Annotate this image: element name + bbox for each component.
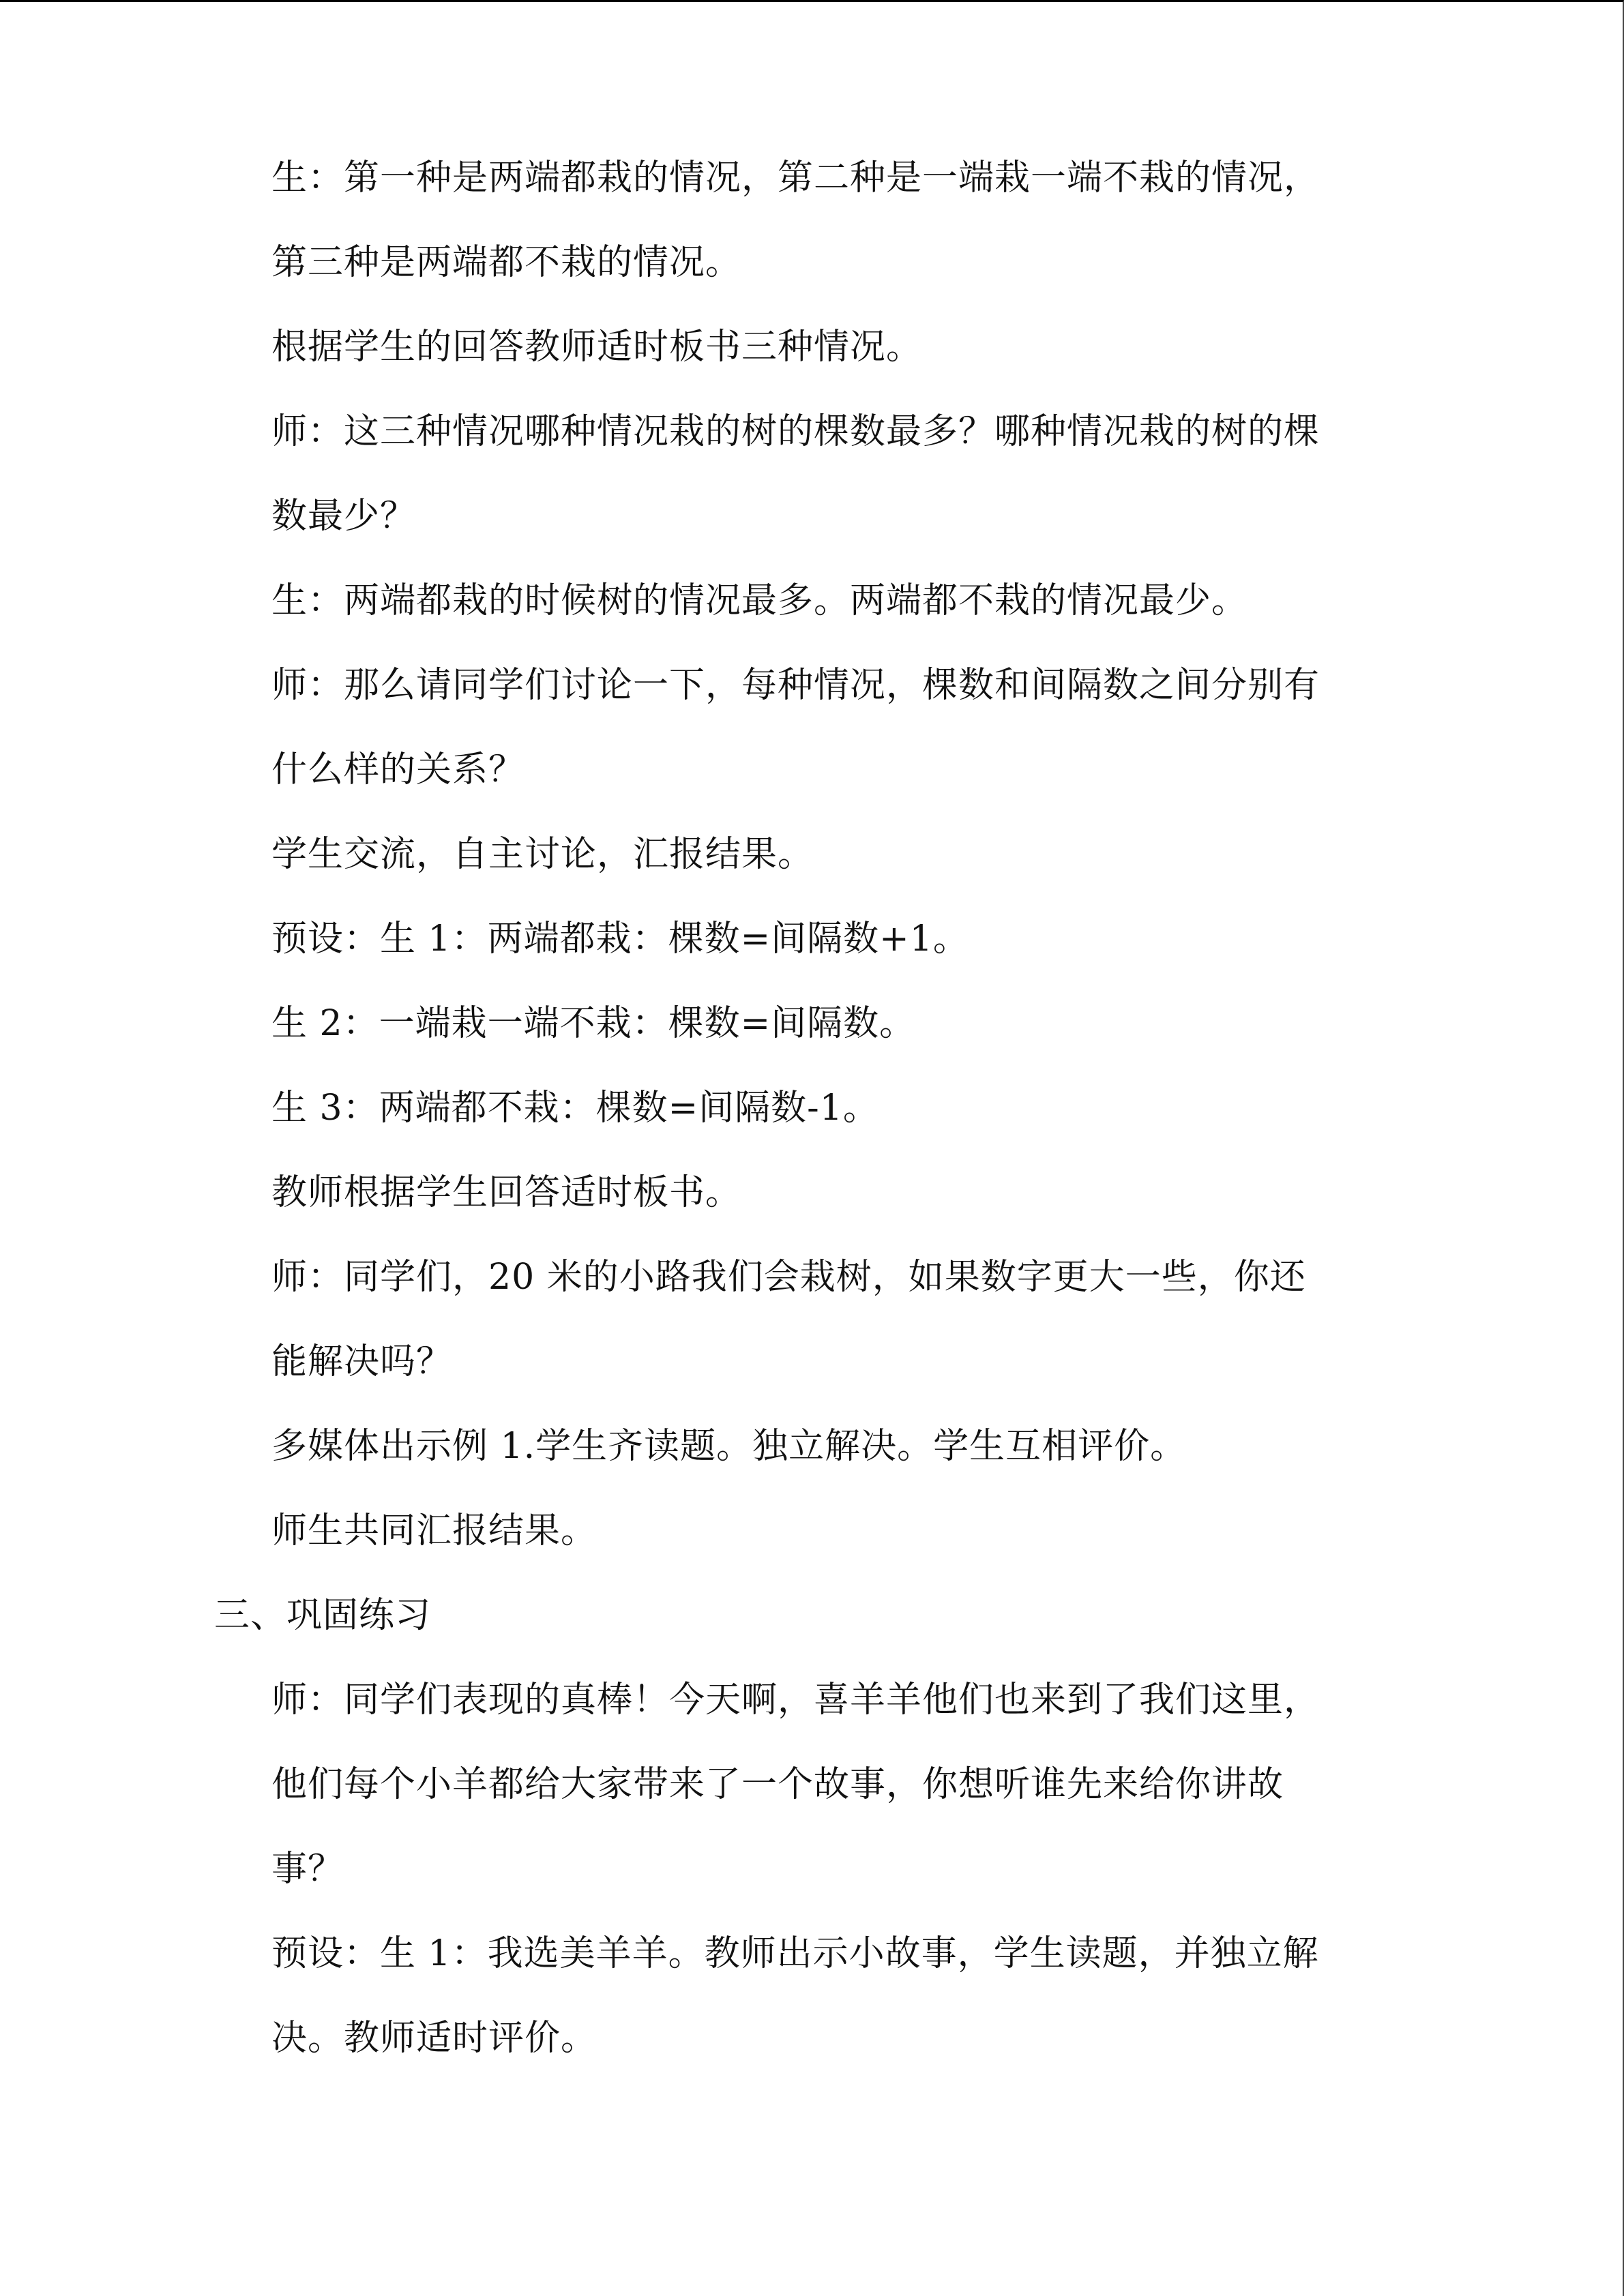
paragraph-line: 生 3：两端都不栽：棵数=间隔数-1。 (271, 1088, 879, 1129)
paragraph-line: 决。教师适时评价。 (271, 2018, 597, 2059)
paragraph-line: 预设：生 1：我选美羊羊。教师出示小故事，学生读题，并独立解 (271, 1933, 1319, 1974)
paragraph-line: 教师根据学生回答适时板书。 (271, 1172, 742, 1213)
paragraph-line: 预设：生 1：两端都栽：棵数=间隔数+1。 (271, 919, 969, 959)
paragraph-line: 根据学生的回答教师适时板书三种情况。 (271, 327, 923, 368)
paragraph-line: 学生交流，自主讨论，汇报结果。 (271, 834, 814, 875)
paragraph-line: 师：那么请同学们讨论一下，每种情况，棵数和间隔数之间分别有 (271, 665, 1320, 706)
paragraph-line: 事？ (271, 1849, 344, 1890)
document-body (0, 136, 1624, 2081)
paragraph-line: 生 2：一端栽一端不栽：棵数=间隔数。 (271, 1003, 916, 1044)
paragraph-line: 师生共同汇报结果。 (271, 1510, 597, 1551)
paragraph-line: 数最少？ (271, 496, 417, 537)
paragraph-line: 师：这三种情况哪种情况栽的树的棵数最多？哪种情况栽的树的棵 (271, 411, 1320, 452)
paragraph-line: 师：同学们表现的真棒！今天啊，喜羊羊他们也来到了我们这里， (271, 1680, 1320, 1720)
paragraph-line: 能解决吗？ (271, 1341, 453, 1382)
paragraph-line: 师：同学们，20 米的小路我们会栽树，如果数字更大一些，你还 (271, 1257, 1306, 1298)
paragraph-line: 第三种是两端都不栽的情况。 (271, 242, 742, 283)
paragraph-line: 生：第一种是两端都栽的情况，第二种是一端栽一端不栽的情况， (271, 158, 1320, 198)
section-heading: 三、巩固练习 (214, 1595, 432, 1636)
paragraph-line: 生：两端都栽的时候树的情况最多。两端都不栽的情况最少。 (271, 580, 1248, 621)
paragraph-line: 什么样的关系？ (271, 749, 525, 790)
paragraph-line: 多媒体出示例 1.学生齐读题。独立解决。学生互相评价。 (271, 1426, 1187, 1467)
paragraph-line: 他们每个小羊都给大家带来了一个故事，你想听谁先来给你讲故 (271, 1764, 1284, 1805)
